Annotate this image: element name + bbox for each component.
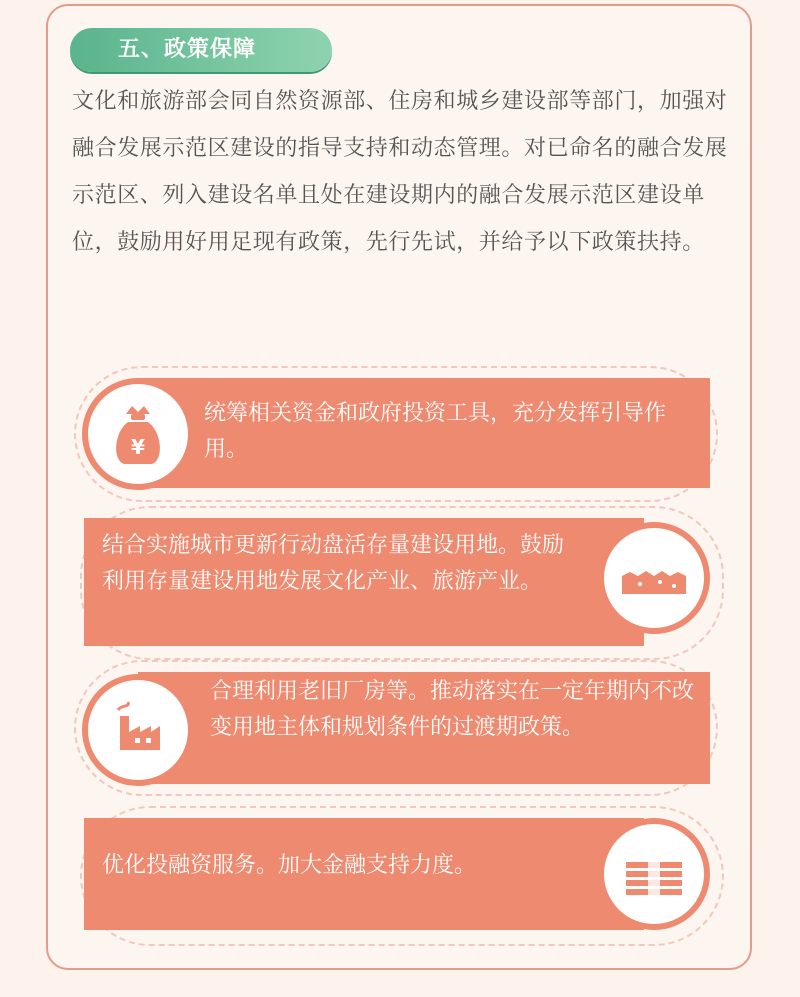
- policy-card-1: [138, 378, 710, 488]
- svg-text:¥: ¥: [131, 435, 145, 459]
- policy-card-4-text: 优化投融资服务。加大金融支持力度。: [102, 853, 477, 878]
- intro-paragraph: 文化和旅游部会同自然资源部、住房和城乡建设部等部门，加强对融合发展示范区建设的指导支持和动态管理。对已命名的融合发展示范区、列入建设名单且处在建设期内的融合发展示范区建设单位，鼓励用好用足现有政策，先行先试，并给予以下政策扶持。: [72, 89, 728, 255]
- section-heading-tag: [70, 28, 332, 72]
- policy-card-3: [138, 672, 710, 784]
- money-bag-icon: [82, 378, 194, 490]
- policy-card-4: [84, 818, 644, 930]
- land-icon: [598, 522, 710, 634]
- section-heading: 五、政策保障: [118, 37, 257, 62]
- cash-stack-icon: [598, 818, 710, 930]
- policy-card-2-text: 结合实施城市更新行动盘活存量建设用地。鼓励利用存量建设用地发展文化产业、旅游产业。: [102, 533, 565, 594]
- policy-card-1-text: 统筹相关资金和政府投资工具，充分发挥引导作用。: [204, 401, 667, 462]
- policy-card-3-text: 合理利用老旧厂房等。推动落实在一定年期内不改变用地主体和规划条件的过渡期政策。: [210, 679, 695, 740]
- factory-icon: [82, 674, 194, 786]
- policy-card-2: [84, 518, 644, 646]
